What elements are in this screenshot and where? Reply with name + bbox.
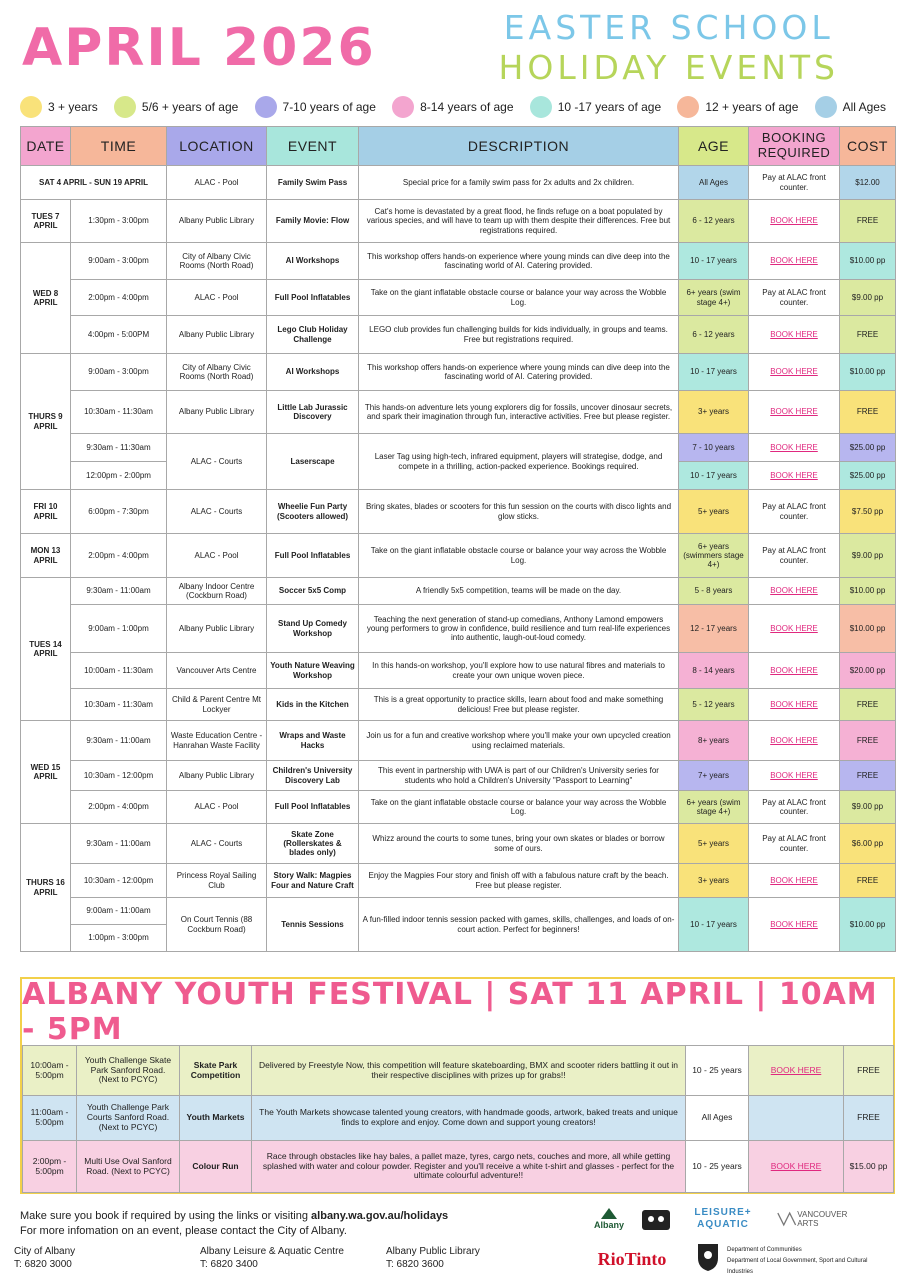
- header-time: TIME: [71, 127, 167, 166]
- legend-dot: [20, 96, 42, 118]
- book-here-link[interactable]: BOOK HERE: [749, 316, 840, 354]
- time-cell: 9:30am - 11:00am: [71, 824, 167, 864]
- cost-cell: $10.00 pp: [840, 605, 896, 653]
- time-cell: 2:00pm - 4:00pm: [71, 280, 167, 316]
- age-cell: 6+ years (swim stage 4+): [679, 280, 749, 316]
- festival-cost: FREE: [844, 1096, 894, 1141]
- table-row: [21, 490, 896, 534]
- book-here-link[interactable]: BOOK HERE: [749, 761, 840, 791]
- table-row: [21, 761, 896, 791]
- cost-cell: $7.50 pp: [840, 490, 896, 534]
- festival-booking: [749, 1096, 844, 1141]
- book-here-link[interactable]: BOOK HERE: [749, 578, 840, 605]
- legend-item: [815, 96, 886, 118]
- cost-cell: FREE: [840, 316, 896, 354]
- contact-library: [386, 1245, 572, 1271]
- age-cell: 12 - 17 years: [679, 605, 749, 653]
- partner-logos: [585, 1203, 895, 1275]
- legend-label: 5/6 + years of age: [141, 100, 239, 114]
- cost-cell: $10.00 pp: [840, 578, 896, 605]
- time-cell: 9:00am - 1:00pm: [71, 605, 167, 653]
- contact-name: Albany Public Library: [386, 1246, 480, 1257]
- event-cell: Skate Zone (Rollerskates & blades only): [267, 824, 359, 864]
- logo-text: VANCOUVER ARTS: [797, 1210, 848, 1228]
- time-cell: 9:30am - 11:30am: [71, 434, 167, 462]
- table-row: [21, 354, 896, 391]
- description-cell: Take on the giant inflatable obstacle course or balance your way across the Wobble Log.: [359, 280, 679, 316]
- age-cell: 10 - 17 years: [679, 354, 749, 391]
- cost-cell: $6.00 pp: [840, 824, 896, 864]
- time-cell: 2:00pm - 4:00pm: [71, 534, 167, 578]
- table-row: [21, 605, 896, 653]
- cost-cell: FREE: [840, 864, 896, 898]
- event-cell: Kids in the Kitchen: [267, 689, 359, 721]
- description-cell: A friendly 5x5 competition, teams will be made on the day.: [359, 578, 679, 605]
- location-cell: Albany Public Library: [167, 605, 267, 653]
- legend-label: 7-10 years of age: [282, 100, 376, 114]
- legend-label: 12 + years of age: [705, 100, 799, 114]
- booking-cell: Pay at ALAC front counter.: [749, 280, 840, 316]
- event-cell: Children's University Discovery Lab: [267, 761, 359, 791]
- time-cell: 2:00pm - 4:00pm: [71, 791, 167, 824]
- table-row: [21, 689, 896, 721]
- age-cell: 7+ years: [679, 761, 749, 791]
- festival-row: [23, 1141, 894, 1193]
- description-cell: This workshop offers hands-on experience where young minds can dive deep into the fascinating world of AI. Catering provided.: [359, 243, 679, 280]
- book-here-link[interactable]: BOOK HERE: [749, 462, 840, 490]
- festival-description: Race through obstacles like hay bales, a pallet maze, tyres, cargo nets, couches and more, all while getting splashed with water and colour powder. Register and you'll receive a white t-shirt and glasses - perfect for the ultimate colourful adventure!!: [252, 1141, 686, 1193]
- date-cell: MON 13 APRIL: [21, 534, 71, 578]
- book-here-link[interactable]: BOOK HERE: [749, 898, 840, 952]
- age-cell: 6+ years (swimmers stage 4+): [679, 534, 749, 578]
- time-cell: 12:00pm - 2:00pm: [71, 462, 167, 490]
- legend-dot: [114, 96, 136, 118]
- description-cell: Teaching the next generation of stand-up comedians, Anthony Lamond empowers young performers to grow in confidence, build resilience and turn real-life experiences into authentic, laugh-out-loud comedy.: [359, 605, 679, 653]
- booking-cell: Pay at ALAC front counter.: [749, 534, 840, 578]
- youth-festival-section: [20, 977, 895, 1194]
- city-of-albany-icon: [599, 1206, 619, 1220]
- legend-dot: [392, 96, 414, 118]
- age-cell: 3+ years: [679, 864, 749, 898]
- location-cell: ALAC - Courts: [167, 434, 267, 490]
- date-cell: FRI 10 APRIL: [21, 490, 71, 534]
- time-cell: 1:30pm - 3:00pm: [71, 200, 167, 243]
- library-logo: [640, 1205, 672, 1233]
- header-location: LOCATION: [167, 127, 267, 166]
- header-date: DATE: [21, 127, 71, 166]
- subtitle-line-2: HOLIDAY EVENTS: [498, 48, 839, 87]
- contact-city: [14, 1245, 200, 1271]
- subtitle-line-1: EASTER SCHOOL: [503, 8, 834, 47]
- event-cell: Full Pool Inflatables: [267, 280, 359, 316]
- festival-time: 10:00am - 5:00pm: [23, 1046, 77, 1096]
- legend-dot: [530, 96, 552, 118]
- age-cell: 6 - 12 years: [679, 316, 749, 354]
- event-cell: Wraps and Waste Hacks: [267, 721, 359, 761]
- festival-location: Youth Challenge Skate Park Sanford Road. (Next to PCYC): [77, 1046, 180, 1096]
- legend-item: [114, 96, 238, 118]
- date-cell: WED 15 APRIL: [21, 721, 71, 824]
- time-cell: 10:30am - 11:30am: [71, 391, 167, 434]
- date-cell: THURS 9 APRIL: [21, 354, 71, 490]
- event-cell: Youth Nature Weaving Workshop: [267, 653, 359, 689]
- festival-description: The Youth Markets showcase talented young creators, with handmade goods, artwork, baked treats and unique finds to explore and enjoy. Come down and support young creators!: [252, 1096, 686, 1141]
- festival-location: Youth Challenge Park Courts Sanford Road. (Next to PCYC): [77, 1096, 180, 1141]
- event-cell: Full Pool Inflatables: [267, 791, 359, 824]
- legend-item: [255, 96, 376, 118]
- footer-note-text: Make sure you book if required by using the links or visiting: [20, 1210, 312, 1222]
- rio-tinto-logo: RioTinto: [597, 1248, 667, 1269]
- vancouver-arts-icon: [777, 1210, 797, 1228]
- book-here-link[interactable]: BOOK HERE: [749, 864, 840, 898]
- footer-note-line-1: [20, 1209, 448, 1224]
- table-row: [21, 534, 896, 578]
- location-cell: Albany Public Library: [167, 391, 267, 434]
- festival-event: Skate Park Competition: [180, 1046, 252, 1096]
- contact-alac: [200, 1245, 386, 1271]
- age-cell: 3+ years: [679, 391, 749, 434]
- event-cell: Tennis Sessions: [267, 898, 359, 952]
- book-here-link[interactable]: BOOK HERE: [749, 1046, 844, 1096]
- event-cell: Laserscape: [267, 434, 359, 490]
- date-cell: TUES 14 APRIL: [21, 578, 71, 721]
- table-row: [21, 391, 896, 434]
- table-row: [21, 434, 896, 462]
- age-cell: 6+ years (swim stage 4+): [679, 791, 749, 824]
- time-cell: 9:30am - 11:00am: [71, 721, 167, 761]
- description-cell: Take on the giant inflatable obstacle course or balance your way across the Wobble Log.: [359, 791, 679, 824]
- event-cell: Stand Up Comedy Workshop: [267, 605, 359, 653]
- age-cell: 5 - 12 years: [679, 689, 749, 721]
- header-description: DESCRIPTION: [359, 127, 679, 166]
- cost-cell: $9.00 pp: [840, 791, 896, 824]
- age-cell: All Ages: [679, 166, 749, 200]
- cost-cell: $10.00 pp: [840, 898, 896, 952]
- cost-cell: $9.00 pp: [840, 280, 896, 316]
- festival-row: [23, 1046, 894, 1096]
- table-row: [21, 316, 896, 354]
- book-here-link[interactable]: BOOK HERE: [749, 434, 840, 462]
- festival-event: Youth Markets: [180, 1096, 252, 1141]
- date-cell: SAT 4 APRIL - SUN 19 APRIL: [21, 166, 167, 200]
- date-cell: THURS 16 APRIL: [21, 824, 71, 952]
- contacts: [14, 1245, 572, 1271]
- location-cell: ALAC - Pool: [167, 791, 267, 824]
- description-cell: Join us for a fun and creative workshop where you'll make your own upcycled creation using reclaimed materials.: [359, 721, 679, 761]
- location-cell: ALAC - Courts: [167, 490, 267, 534]
- time-cell: 6:00pm - 7:30pm: [71, 490, 167, 534]
- table-row: [21, 721, 896, 761]
- main-title: [22, 18, 376, 78]
- time-cell: 10:30am - 12:00pm: [71, 864, 167, 898]
- festival-title: ALBANY YOUTH FESTIVAL | SAT 11 APRIL | 10AM - 5PM: [22, 977, 878, 1047]
- festival-age: 10 - 25 years: [686, 1046, 749, 1096]
- age-cell: 8 - 14 years: [679, 653, 749, 689]
- time-cell: 10:00am - 11:30am: [71, 653, 167, 689]
- age-cell: 5+ years: [679, 824, 749, 864]
- table-row: [21, 243, 896, 280]
- cost-cell: $9.00 pp: [840, 534, 896, 578]
- location-cell: ALAC - Courts: [167, 824, 267, 864]
- festival-row: [23, 1096, 894, 1141]
- event-cell: AI Workshops: [267, 243, 359, 280]
- leisure-aquatic-logo: LEISURE+ AQUATIC: [694, 1207, 752, 1230]
- table-row: [21, 791, 896, 824]
- location-cell: Albany Public Library: [167, 200, 267, 243]
- booking-cell: Pay at ALAC front counter.: [749, 490, 840, 534]
- age-cell: 10 - 17 years: [679, 462, 749, 490]
- holidays-link[interactable]: albany.wa.gov.au/holidays: [311, 1210, 449, 1222]
- legend-label: 10 -17 years of age: [557, 100, 662, 114]
- table-row: [21, 166, 896, 200]
- cost-cell: $10.00 pp: [840, 243, 896, 280]
- location-cell: Child & Parent Centre Mt Lockyer: [167, 689, 267, 721]
- festival-description: Delivered by Freestyle Now, this competition will feature skateboarding, BMX and scooter riders battling it out in their respective disciplines with prizes up for grabs!!: [252, 1046, 686, 1096]
- description-cell: This hands-on adventure lets young explorers dig for fossils, uncover dinosaur secrets, and spark their imagination through fun, interactive activities. Free but please register.: [359, 391, 679, 434]
- government-departments: [727, 1245, 895, 1278]
- book-here-link[interactable]: BOOK HERE: [749, 605, 840, 653]
- table-row: [21, 898, 896, 925]
- location-cell: City of Albany Civic Rooms (North Road): [167, 354, 267, 391]
- festival-cost: FREE: [844, 1046, 894, 1096]
- city-of-albany-logo: [587, 1203, 631, 1233]
- description-cell: Take on the giant inflatable obstacle course or balance your way across the Wobble Log.: [359, 534, 679, 578]
- time-cell: 10:30am - 11:30am: [71, 689, 167, 721]
- location-cell: Princess Royal Sailing Club: [167, 864, 267, 898]
- time-cell: 10:30am - 12:00pm: [71, 761, 167, 791]
- book-here-link[interactable]: BOOK HERE: [749, 200, 840, 243]
- festival-table: [22, 1045, 894, 1193]
- book-here-link[interactable]: BOOK HERE: [749, 689, 840, 721]
- booking-cell: Pay at ALAC front counter.: [749, 791, 840, 824]
- festival-age: All Ages: [686, 1096, 749, 1141]
- legend-item: [392, 96, 513, 118]
- event-cell: Family Movie: Flow: [267, 200, 359, 243]
- table-row: [21, 653, 896, 689]
- time-cell: 9:00am - 11:00am: [71, 898, 167, 925]
- age-cell: 7 - 10 years: [679, 434, 749, 462]
- location-cell: Albany Indoor Centre (Cockburn Road): [167, 578, 267, 605]
- book-here-link[interactable]: BOOK HERE: [749, 391, 840, 434]
- cost-cell: $25.00 pp: [840, 434, 896, 462]
- table-row: [21, 200, 896, 243]
- description-cell: In this hands-on workshop, you'll explore how to use natural fibres and materials to create your own unique woven piece.: [359, 653, 679, 689]
- book-here-link[interactable]: BOOK HERE: [749, 354, 840, 391]
- legend-label: 8-14 years of age: [420, 100, 514, 114]
- footer-note: [20, 1209, 448, 1239]
- festival-age: 10 - 25 years: [686, 1141, 749, 1193]
- age-cell: 5+ years: [679, 490, 749, 534]
- event-cell: Story Walk: Magpies Four and Nature Craft: [267, 864, 359, 898]
- legend-label: 3 + years: [48, 100, 98, 114]
- description-cell: Bring skates, blades or scooters for this fun session on the courts with disco lights and glow sticks.: [359, 490, 679, 534]
- legend-dot: [677, 96, 699, 118]
- festival-cost: $15.00 pp: [844, 1141, 894, 1193]
- festival-time: 2:00pm - 5:00pm: [23, 1141, 77, 1193]
- header-event: EVENT: [267, 127, 359, 166]
- location-cell: Vancouver Arts Centre: [167, 653, 267, 689]
- department-local-government: Department of Local Government, Sport and Cultural Industries: [727, 1258, 868, 1275]
- festival-time: 11:00am - 5:00pm: [23, 1096, 77, 1141]
- table-row: [21, 824, 896, 864]
- book-here-link[interactable]: BOOK HERE: [749, 653, 840, 689]
- age-cell: 10 - 17 years: [679, 243, 749, 280]
- cost-cell: FREE: [840, 689, 896, 721]
- department-communities: Department of Communities: [727, 1247, 802, 1253]
- cost-cell: FREE: [840, 200, 896, 243]
- description-cell: Special price for a family swim pass for 2x adults and 2x children.: [359, 166, 679, 200]
- cost-cell: FREE: [840, 391, 896, 434]
- event-cell: Wheelie Fun Party (Scooters allowed): [267, 490, 359, 534]
- footer-note-line-2: For more infomation on an event, please contact the City of Albany.: [20, 1225, 347, 1237]
- location-cell: ALAC - Pool: [167, 166, 267, 200]
- cost-cell: $10.00 pp: [840, 354, 896, 391]
- cost-cell: FREE: [840, 761, 896, 791]
- festival-location: Multi Use Oval Sanford Road. (Next to PCYC): [77, 1141, 180, 1193]
- description-cell: Enjoy the Magpies Four story and finish off with a fabulous nature craft by the beach. Free but please register.: [359, 864, 679, 898]
- events-table: [20, 126, 896, 952]
- date-cell: TUES 7 APRIL: [21, 200, 71, 243]
- logo-text: Albany: [593, 1220, 624, 1230]
- vancouver-arts-logo: [777, 1205, 859, 1233]
- booking-cell: Pay at ALAC front counter.: [749, 824, 840, 864]
- event-cell: Little Lab Jurassic Discovery: [267, 391, 359, 434]
- legend-dot: [815, 96, 837, 118]
- legend-item: [677, 96, 798, 118]
- time-cell: 9:00am - 3:00pm: [71, 243, 167, 280]
- event-cell: Soccer 5x5 Comp: [267, 578, 359, 605]
- title-text: APRIL 2026: [22, 18, 376, 78]
- description-cell: A fun-filled indoor tennis session packed with games, skills, challenges, and loads of on-court action. Perfect for beginners!: [359, 898, 679, 952]
- festival-event: Colour Run: [180, 1141, 252, 1193]
- legend-item: [20, 96, 98, 118]
- location-cell: City of Albany Civic Rooms (North Road): [167, 243, 267, 280]
- age-cell: 5 - 8 years: [679, 578, 749, 605]
- event-cell: AI Workshops: [267, 354, 359, 391]
- age-cell: 10 - 17 years: [679, 898, 749, 952]
- wa-government-crest: [693, 1241, 723, 1273]
- location-cell: Albany Public Library: [167, 316, 267, 354]
- header-booking: BOOKING REQUIRED: [749, 127, 840, 166]
- time-cell: 9:30am - 11:00am: [71, 578, 167, 605]
- legend-item: [530, 96, 661, 118]
- cost-cell: $25.00 pp: [840, 462, 896, 490]
- contact-phone: T: 6820 3600: [386, 1259, 444, 1270]
- event-cell: Lego Club Holiday Challenge: [267, 316, 359, 354]
- cost-cell: $20.00 pp: [840, 653, 896, 689]
- contact-phone: T: 6820 3000: [14, 1259, 72, 1270]
- time-cell: 9:00am - 3:00pm: [71, 354, 167, 391]
- cost-cell: FREE: [840, 721, 896, 761]
- location-cell: Waste Education Centre - Hanrahan Waste Facility: [167, 721, 267, 761]
- description-cell: This is a great opportunity to practice skills, learn about food and make something delicious! Free but please register.: [359, 689, 679, 721]
- location-cell: Albany Public Library: [167, 761, 267, 791]
- book-here-link[interactable]: BOOK HERE: [749, 721, 840, 761]
- description-cell: LEGO club provides fun challenging builds for kids individually, in groups and teams. Free but registrations required.: [359, 316, 679, 354]
- age-legend: [20, 94, 886, 120]
- table-row: [21, 578, 896, 605]
- government-crest-icon: [695, 1242, 721, 1272]
- event-cell: Full Pool Inflatables: [267, 534, 359, 578]
- table-header-row: [21, 127, 896, 166]
- legend-label: All Ages: [842, 100, 886, 114]
- description-cell: Laser Tag using high-tech, infrared equipment, players will strategise, dodge, and compete in a thrilling, action-packed experience. Bookings required.: [359, 434, 679, 490]
- description-cell: This workshop offers hands-on experience where young minds can dive deep into the fascinating world of AI. Catering provided.: [359, 354, 679, 391]
- library-icon: [641, 1206, 671, 1232]
- location-cell: On Court Tennis (88 Cockburn Road): [167, 898, 267, 952]
- header-cost: COST: [840, 127, 896, 166]
- table-row: [21, 280, 896, 316]
- book-here-link[interactable]: BOOK HERE: [749, 243, 840, 280]
- age-cell: 6 - 12 years: [679, 200, 749, 243]
- contact-phone: T: 6820 3400: [200, 1259, 258, 1270]
- date-cell: WED 8 APRIL: [21, 243, 71, 354]
- location-cell: ALAC - Pool: [167, 534, 267, 578]
- contact-name: City of Albany: [14, 1246, 76, 1257]
- location-cell: ALAC - Pool: [167, 280, 267, 316]
- booking-cell: Pay at ALAC front counter.: [749, 166, 840, 200]
- time-cell: 1:00pm - 3:00pm: [71, 925, 167, 952]
- age-cell: 8+ years: [679, 721, 749, 761]
- header-age: AGE: [679, 127, 749, 166]
- legend-dot: [255, 96, 277, 118]
- contact-name: Albany Leisure & Aquatic Centre: [200, 1246, 344, 1257]
- table-row: [21, 864, 896, 898]
- description-cell: Cat's home is devastated by a great flood, he finds refuge on a boat populated by various species, and will have to team up with them despite their differences. Free but registrations required.: [359, 200, 679, 243]
- description-cell: Whizz around the courts to some tunes, bring your own skates or blades or borrow some of ours.: [359, 824, 679, 864]
- book-here-link[interactable]: BOOK HERE: [749, 1141, 844, 1193]
- cost-cell: $12.00: [840, 166, 896, 200]
- time-cell: 4:00pm - 5:00PM: [71, 316, 167, 354]
- event-cell: Family Swim Pass: [267, 166, 359, 200]
- description-cell: This event in partnership with UWA is part of our Children's University series for students who hold a Children's University "Passport to Learning": [359, 761, 679, 791]
- subtitle: [499, 8, 839, 88]
